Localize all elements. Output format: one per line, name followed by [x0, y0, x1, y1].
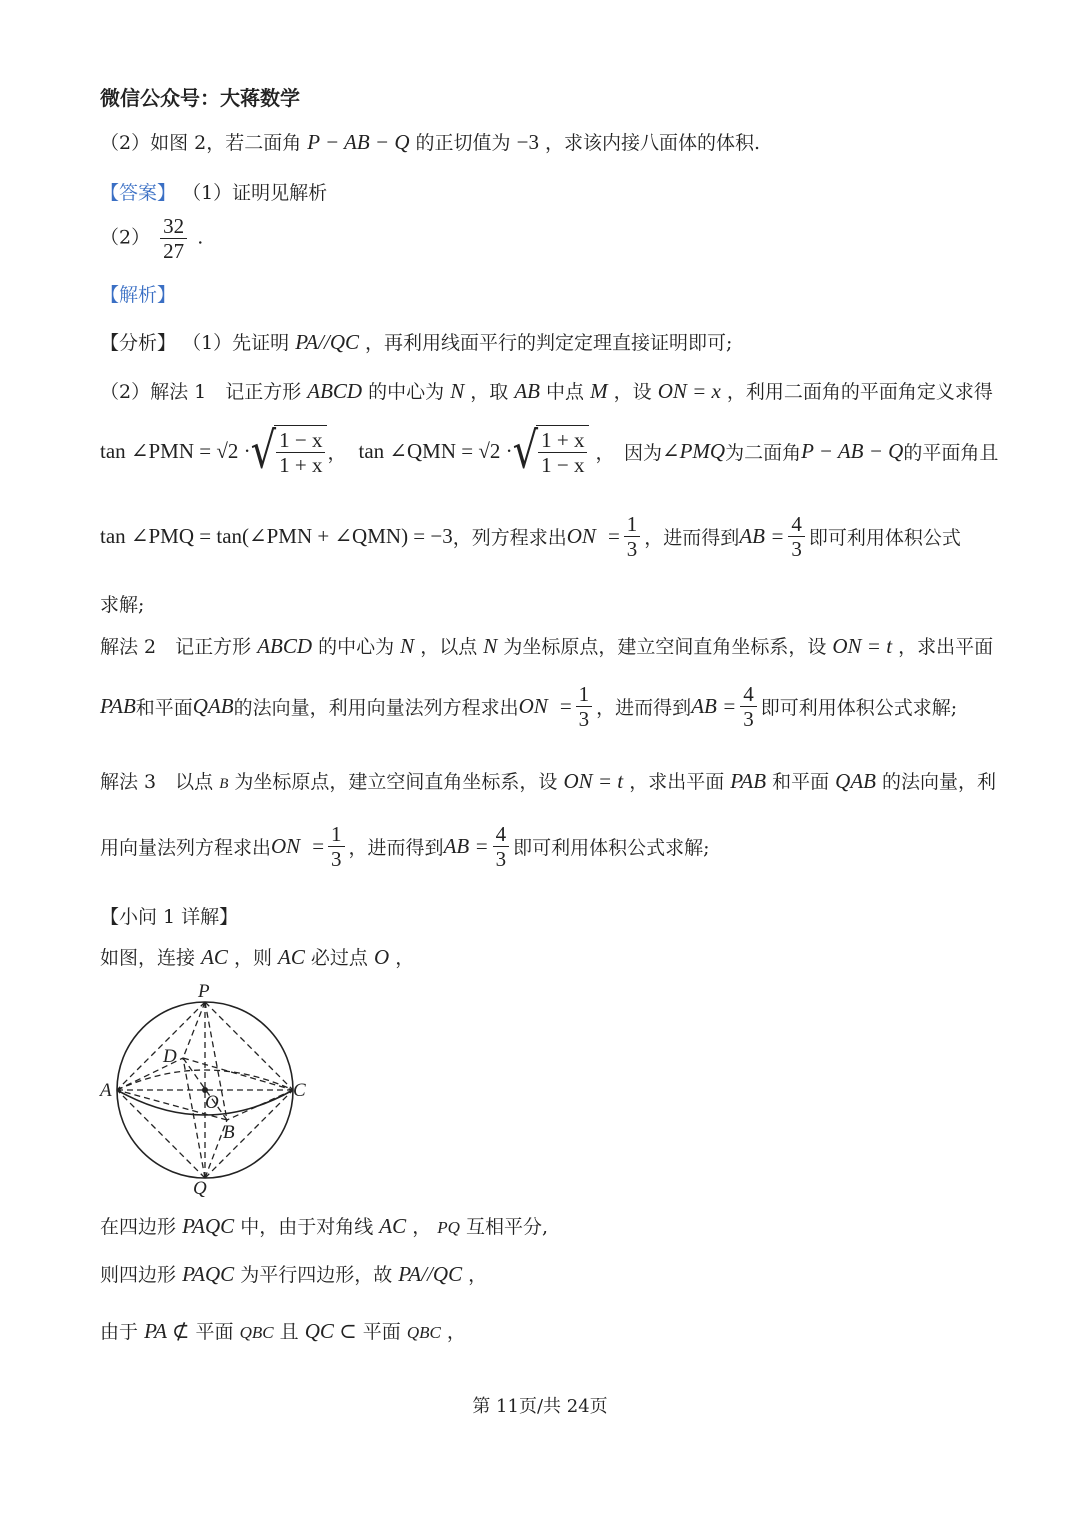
wechat-header: 微信公众号：大蒋数学 — [100, 86, 300, 110]
octahedron-sphere-figure — [95, 980, 335, 1200]
method2-line2: PAB 和平面 QAB 的法向量，利用向量法列方程求出 ON = $\frac{1}{3}$ ，进而得到 AB = $\frac{4}{3}$ 即可利用体积公式求解; — [100, 682, 958, 732]
proof-line2: 则四边形 PAQC 为平行四边形，故 PA//QC ， — [100, 1262, 488, 1286]
label-Q: Q — [193, 1178, 207, 1199]
method1-line4: 求解; — [100, 594, 145, 616]
method2-line1: 解法 2 记正方形 ABCD 的中心为 N ，以点 N 为坐标原点，建立空间直角坐标系，设 ON = t ，求出平面 — [100, 634, 994, 658]
question-part2: （2）如图 2，若二面角 P − AB − Q 的正切值为 −3 ，求该内接八面体的体积. — [100, 130, 761, 154]
proof-line1: 在四边形 PAQC 中，由于对角线 AC ， PQ 互相平分, — [100, 1214, 549, 1238]
method1-line2: tan ∠PMN = √2 · √ $\frac{1 - x}{1 + x}$ ， tan ∠QMN = √2 · √ $\frac{1 + x}{1 - x}$ ， 因为 ∠PMQ 为二面角 P − AB − Q 的平面角且 — [100, 422, 999, 480]
sqrt-2: √ $\frac{1 + x}{1 - x}$ — [513, 425, 590, 477]
label-D: D — [163, 1046, 177, 1067]
analysis-tag: 【解析】 — [100, 284, 177, 306]
label-A: A — [100, 1080, 112, 1101]
detail-tag: 【小问 1 详解】 — [100, 906, 239, 928]
answer-fraction: $\frac{32}{27}$ — [160, 214, 187, 263]
answer-part1: 【答案】 （1）证明见解析 — [100, 182, 328, 204]
detail-line1: 如图，连接 AC ，则 AC 必过点 O ， — [100, 945, 415, 969]
method3-line1: 解法 3 以点 B 为坐标原点，建立空间直角坐标系，设 ON = t ，求出平面 PAB 和平面 QAB 的法向量，利 — [100, 769, 997, 793]
label-P: P — [198, 981, 210, 1002]
label-B: B — [223, 1122, 235, 1143]
sqrt-1: √ $\frac{1 - x}{1 + x}$ — [251, 425, 328, 477]
method3-line2: 用向量法列方程求出 ON = $\frac{1}{3}$ ，进而得到 AB = $\frac{4}{3}$ 即可利用体积公式求解; — [100, 822, 710, 872]
label-C: C — [293, 1080, 306, 1101]
answer-part2: （2） $\frac{32}{27}$ . — [100, 214, 204, 264]
label-O: O — [205, 1092, 219, 1113]
fenxi-line: 【分析】 （1）先证明 PA//QC ，再利用线面平行的判定定理直接证明即可; — [100, 330, 733, 354]
method1-line1: （2）解法 1 记正方形 ABCD 的中心为 N ，取 AB 中点 M ，设 ON = x ，利用二面角的平面角定义求得 — [100, 379, 993, 403]
method1-line3: tan ∠PMQ = tan(∠PMN + ∠QMN) = −3 ，列方程求出 ON = $\frac{1}{3}$ ，进而得到 AB = $\frac{4}{3}$ 即可利用体积公式 — [100, 512, 961, 562]
answer-tag: 【答案】 — [100, 182, 177, 204]
proof-line3: 由于 PA ⊄ 平面 QBC 且 QC ⊂ 平面 QBC ， — [100, 1319, 466, 1343]
page-footer: 第 11页/共 24页 — [472, 1396, 608, 1417]
